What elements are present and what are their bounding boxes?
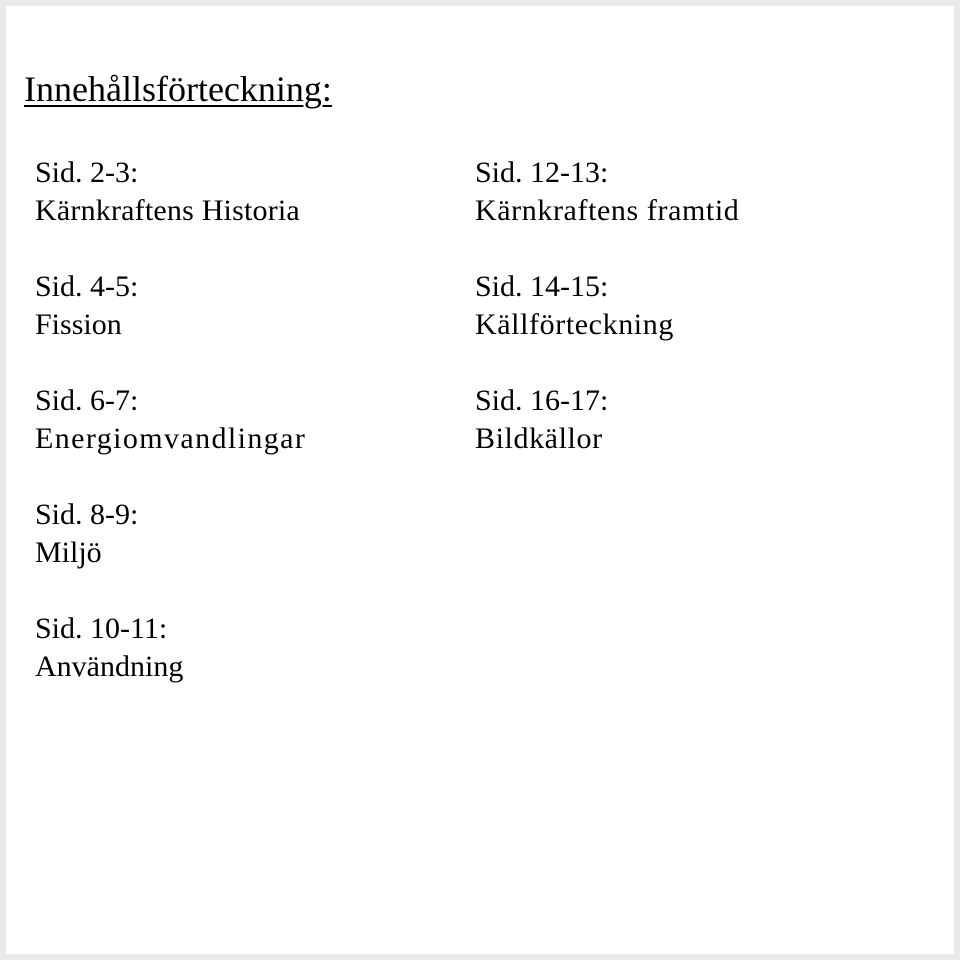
toc-page-range: Sid. 6-7:: [35, 384, 139, 417]
toc-entry: [35, 382, 306, 458]
toc-page-range: Sid. 10-11:: [35, 612, 168, 645]
toc-entry: [475, 382, 739, 458]
toc-page-range: Sid. 2-3:: [35, 156, 139, 189]
toc-topic: Bildkällor: [475, 422, 603, 455]
toc-topic: Energiomvandlingar: [35, 422, 307, 455]
toc-page-range: Sid. 16-17:: [475, 384, 609, 417]
toc-topic: Kärnkraftens framtid: [475, 194, 740, 227]
toc-entry: [35, 610, 306, 686]
toc-topic: Källförteckning: [475, 308, 674, 341]
toc-page-range: Sid. 14-15:: [475, 270, 609, 303]
toc-column-left: [35, 154, 306, 724]
toc-entry: [35, 496, 306, 572]
page-title: Innehållsförteckning:: [24, 69, 332, 109]
toc-topic: Användning: [35, 650, 184, 683]
toc-entry: [475, 268, 739, 344]
toc-topic: Miljö: [35, 536, 102, 569]
toc-topic: Kärnkraftens Historia: [35, 194, 300, 227]
toc-entry: [475, 154, 739, 230]
toc-page-range: Sid. 8-9:: [35, 498, 139, 531]
toc-page-range: Sid. 12-13:: [475, 156, 609, 189]
toc-page-range: Sid. 4-5:: [35, 270, 139, 303]
toc-topic: Fission: [35, 308, 122, 341]
toc-column-right: [475, 154, 739, 496]
document-page: [6, 6, 954, 954]
toc-entry: [35, 154, 306, 230]
toc-entry: [35, 268, 306, 344]
